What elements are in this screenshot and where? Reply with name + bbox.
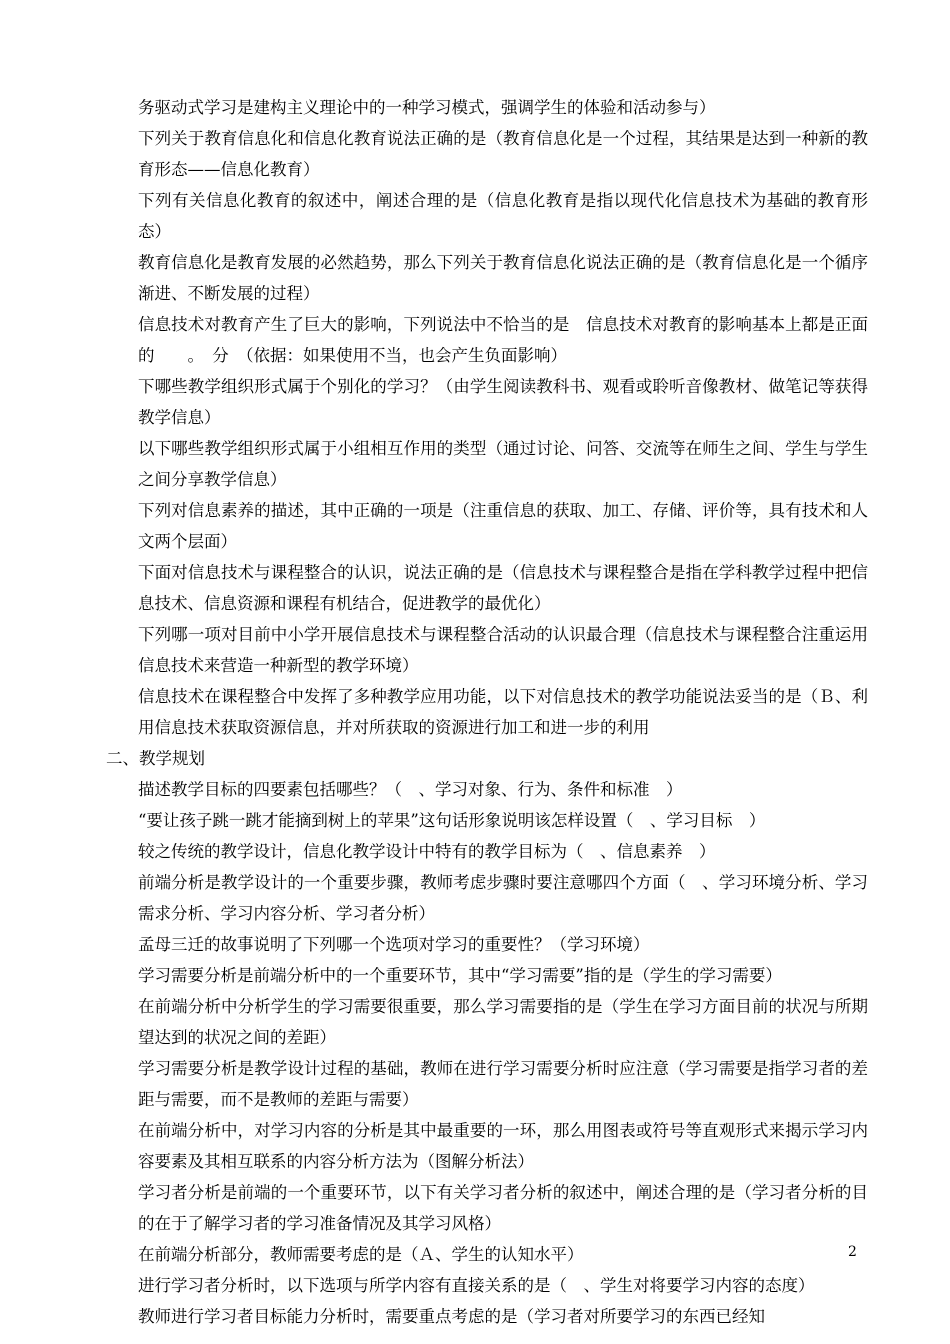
paragraph: 在前端分析部分，教师需要考虑的是（Ａ、学生的认知水平） [138, 1245, 584, 1264]
paragraph: 学习需要分析是教学设计过程的基础，教师在进行学习需要分析时应注意（学习需要是指学习者的差距与需要，而不是教师的差距与需要） [138, 1059, 868, 1109]
paragraph: 下哪些教学组织形式属于个别化的学习？（由学生阅读教科书、观看或聆听音像教材、做笔记等获得教学信息） [138, 377, 868, 427]
document-body [106, 92, 868, 1332]
section-heading: 二、教学规划 [106, 749, 205, 768]
paragraph: 在前端分析中分析学生的学习需要很重要，那么学习需要指的是（学生在学习方面目前的状况与所期望达到的状况之间的差距） [138, 997, 868, 1047]
paragraph: 在前端分析中，对学习内容的分析是其中最重要的一环，那么用图表或符号等直观形式来揭示学习内容要素及其相互联系的内容分析方法为（图解分析法） [138, 1121, 868, 1171]
paragraph: 下列有关信息化教育的叙述中，阐述合理的是（信息化教育是指以现代化信息技术为基础的教育形态） [138, 191, 868, 241]
paragraph: 教育信息化是教育发展的必然趋势，那么下列关于教育信息化说法正确的是（教育信息化是一个循序渐进、不断发展的过程） [138, 253, 868, 303]
paragraph: 下列关于教育信息化和信息化教育说法正确的是（教育信息化是一个过程，其结果是达到一种新的教育形态——信息化教育） [138, 129, 868, 179]
paragraph: 以下哪些教学组织形式属于小组相互作用的类型（通过讨论、问答、交流等在师生之间、学生与学生之间分享教学信息） [138, 439, 868, 489]
paragraph: 前端分析是教学设计的一个重要步骤，教师考虑步骤时要注意哪四个方面（ 、学习环境分析、学习需求分析、学习内容分析、学习者分析） [138, 873, 868, 923]
paragraph: 信息技术在课程整合中发挥了多种教学应用功能，以下对信息技术的教学功能说法妥当的是（Ｂ、利用信息技术获取资源信息，并对所获取的资源进行加工和进一步的利用 [138, 687, 868, 737]
paragraph: 较之传统的教学设计，信息化教学设计中特有的教学目标为（ 、信息素养 ） [138, 842, 716, 861]
paragraph: 学习者分析是前端的一个重要环节，以下有关学习者分析的叙述中，阐述合理的是（学习者分析的目的在于了解学习者的学习准备情况及其学习风格） [138, 1183, 868, 1233]
paragraph: 下列哪一项对目前中小学开展信息技术与课程整合活动的认识最合理（信息技术与课程整合注重运用信息技术来营造一种新型的教学环境） [138, 625, 868, 675]
paragraph: 下面对信息技术与课程整合的认识，说法正确的是（信息技术与课程整合是指在学科教学过程中把信息技术、信息资源和课程有机结合，促进教学的最优化） [138, 563, 868, 613]
paragraph: 务驱动式学习是建构主义理论中的一种学习模式，强调学生的体验和活动参与） [138, 98, 716, 117]
paragraph: 下列对信息素养的描述，其中正确的一项是（注重信息的获取、加工、存储、评价等，具有技术和人文两个层面） [138, 501, 868, 551]
paragraph: “要让孩子跳一跳才能摘到树上的苹果”这句话形象说明该怎样设置（ 、学习目标 ） [138, 811, 766, 830]
paragraph: 信息技术对教育产生了巨大的影响，下列说法中不恰当的是 信息技术对教育的影响基本上都是正面的 。 分 （依据：如果使用不当，也会产生负面影响） [138, 315, 868, 365]
paragraph: 学习需要分析是前端分析中的一个重要环节，其中“学习需要”指的是（学生的学习需要） [138, 966, 782, 985]
paragraph: 进行学习者分析时，以下选项与所学内容有直接关系的是（ 、学生对将要学习内容的态度） [138, 1276, 815, 1295]
paragraph: 孟母三迁的故事说明了下列哪一个选项对学习的重要性？（学习环境） [138, 935, 650, 954]
paragraph: 描述教学目标的四要素包括哪些？（ 、学习对象、行为、条件和标准 ） [138, 780, 683, 799]
page-number: 2 [848, 1244, 857, 1260]
paragraph: 教师进行学习者目标能力分析时，需要重点考虑的是（学习者对所要学习的东西已经知 [138, 1307, 765, 1326]
